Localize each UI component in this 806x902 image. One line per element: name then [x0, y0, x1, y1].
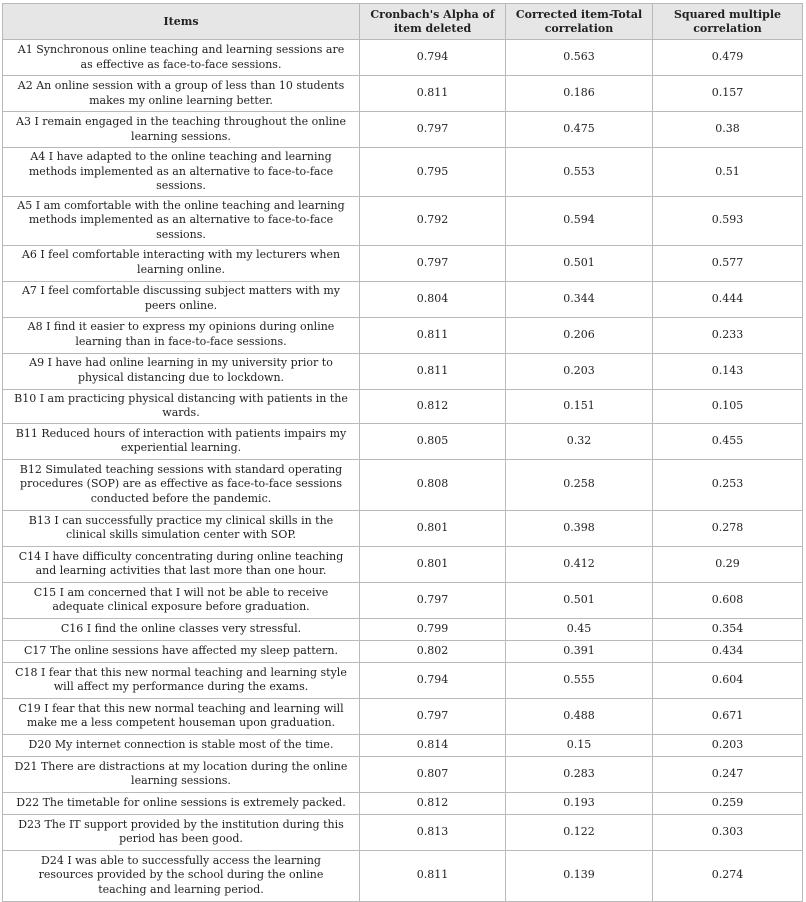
table-row [3, 546, 803, 582]
item-cell: D23 The IT support provided by the institution during this period has been good. [3, 814, 360, 850]
corrected-cell: 0.15 [506, 734, 653, 756]
item-cell: C18 I fear that this new normal teaching and learning style will affect my performance during the exams. [3, 662, 360, 698]
table-row [3, 734, 803, 756]
item-cell: B11 Reduced hours of interaction with patients impairs my experiential learning. [3, 423, 360, 459]
squared-cell: 0.604 [653, 662, 803, 698]
corrected-cell: 0.206 [506, 317, 653, 353]
corrected-cell: 0.193 [506, 792, 653, 814]
alpha-cell: 0.813 [360, 814, 506, 850]
corrected-cell: 0.412 [506, 546, 653, 582]
item-cell: A1 Synchronous online teaching and learning sessions are as effective as face-to-face sessions. [3, 40, 360, 76]
corrected-cell: 0.501 [506, 245, 653, 281]
squared-cell: 0.278 [653, 510, 803, 546]
table-row [3, 389, 803, 423]
squared-cell: 0.38 [653, 112, 803, 148]
table-row [3, 618, 803, 640]
squared-cell: 0.303 [653, 814, 803, 850]
item-cell: A8 I find it easier to express my opinions during online learning than in face-to-face sessions. [3, 317, 360, 353]
corrected-cell: 0.139 [506, 850, 653, 901]
table-row [3, 40, 803, 76]
corrected-cell: 0.344 [506, 281, 653, 317]
squared-cell: 0.29 [653, 546, 803, 582]
alpha-cell: 0.811 [360, 850, 506, 901]
alpha-cell: 0.797 [360, 582, 506, 618]
corrected-cell: 0.45 [506, 618, 653, 640]
alpha-cell: 0.794 [360, 662, 506, 698]
corrected-cell: 0.283 [506, 756, 653, 792]
table-row [3, 850, 803, 901]
squared-cell: 0.455 [653, 423, 803, 459]
table-row [3, 792, 803, 814]
item-cell: A5 I am comfortable with the online teaching and learning methods implemented as an alternative to face-to-face sessions. [3, 196, 360, 245]
corrected-cell: 0.398 [506, 510, 653, 546]
squared-cell: 0.444 [653, 281, 803, 317]
corrected-cell: 0.488 [506, 698, 653, 734]
squared-cell: 0.593 [653, 196, 803, 245]
corrected-cell: 0.553 [506, 148, 653, 197]
alpha-cell: 0.811 [360, 317, 506, 353]
item-cell: A9 I have had online learning in my university prior to physical distancing due to lockdown. [3, 353, 360, 389]
item-cell: C17 The online sessions have affected my sleep pattern. [3, 640, 360, 662]
squared-cell: 0.479 [653, 40, 803, 76]
alpha-cell: 0.805 [360, 423, 506, 459]
item-cell: C16 I find the online classes very stressful. [3, 618, 360, 640]
corrected-cell: 0.594 [506, 196, 653, 245]
header-corrected: Corrected item-Total correlation [506, 4, 653, 40]
table-row [3, 112, 803, 148]
table-row [3, 756, 803, 792]
squared-cell: 0.274 [653, 850, 803, 901]
table-row [3, 662, 803, 698]
item-cell: B13 I can successfully practice my clinical skills in the clinical skills simulation center with SOP. [3, 510, 360, 546]
item-cell: A4 I have adapted to the online teaching and learning methods implemented as an alternative to face-to-face sessions. [3, 148, 360, 197]
corrected-cell: 0.186 [506, 76, 653, 112]
alpha-cell: 0.801 [360, 546, 506, 582]
squared-cell: 0.434 [653, 640, 803, 662]
corrected-cell: 0.563 [506, 40, 653, 76]
table-row [3, 582, 803, 618]
squared-cell: 0.157 [653, 76, 803, 112]
header-alpha: Cronbach's Alpha of item deleted [360, 4, 506, 40]
corrected-cell: 0.122 [506, 814, 653, 850]
item-cell: C15 I am concerned that I will not be able to receive adequate clinical exposure before graduation. [3, 582, 360, 618]
corrected-cell: 0.203 [506, 353, 653, 389]
squared-cell: 0.105 [653, 389, 803, 423]
item-cell: A6 I feel comfortable interacting with my lecturers when learning online. [3, 245, 360, 281]
item-cell: B12 Simulated teaching sessions with standard operating procedures (SOP) are as effective as face-to-face sessions conducted before the pandemic. [3, 459, 360, 510]
squared-cell: 0.608 [653, 582, 803, 618]
alpha-cell: 0.812 [360, 389, 506, 423]
alpha-cell: 0.807 [360, 756, 506, 792]
item-cell: D24 I was able to successfully access the learning resources provided by the school during the online teaching and learning period. [3, 850, 360, 901]
table-row [3, 148, 803, 197]
alpha-cell: 0.804 [360, 281, 506, 317]
alpha-cell: 0.808 [360, 459, 506, 510]
alpha-cell: 0.797 [360, 245, 506, 281]
header-items: Items [3, 4, 360, 40]
item-cell: C14 I have difficulty concentrating during online teaching and learning activities that last more than one hour. [3, 546, 360, 582]
item-cell: C19 I fear that this new normal teaching and learning will make me a less competent houseman upon graduation. [3, 698, 360, 734]
table-row [3, 281, 803, 317]
corrected-cell: 0.32 [506, 423, 653, 459]
header-row [3, 4, 803, 40]
alpha-cell: 0.814 [360, 734, 506, 756]
item-cell: B10 I am practicing physical distancing with patients in the wards. [3, 389, 360, 423]
item-cell: D20 My internet connection is stable most of the time. [3, 734, 360, 756]
alpha-cell: 0.799 [360, 618, 506, 640]
table-row [3, 245, 803, 281]
squared-cell: 0.354 [653, 618, 803, 640]
table-row [3, 76, 803, 112]
item-cell: A7 I feel comfortable discussing subject matters with my peers online. [3, 281, 360, 317]
alpha-cell: 0.812 [360, 792, 506, 814]
alpha-cell: 0.794 [360, 40, 506, 76]
corrected-cell: 0.151 [506, 389, 653, 423]
table-row [3, 196, 803, 245]
table-row [3, 640, 803, 662]
squared-cell: 0.233 [653, 317, 803, 353]
corrected-cell: 0.475 [506, 112, 653, 148]
corrected-cell: 0.258 [506, 459, 653, 510]
item-cell: A3 I remain engaged in the teaching throughout the online learning sessions. [3, 112, 360, 148]
alpha-cell: 0.797 [360, 112, 506, 148]
alpha-cell: 0.797 [360, 698, 506, 734]
table-row [3, 423, 803, 459]
squared-cell: 0.143 [653, 353, 803, 389]
alpha-cell: 0.801 [360, 510, 506, 546]
squared-cell: 0.247 [653, 756, 803, 792]
item-cell: D21 There are distractions at my location during the online learning sessions. [3, 756, 360, 792]
alpha-cell: 0.792 [360, 196, 506, 245]
squared-cell: 0.203 [653, 734, 803, 756]
table-row [3, 814, 803, 850]
table-row [3, 353, 803, 389]
header-squared: Squared multiple correlation [653, 4, 803, 40]
item-cell: D22 The timetable for online sessions is extremely packed. [3, 792, 360, 814]
squared-cell: 0.577 [653, 245, 803, 281]
corrected-cell: 0.555 [506, 662, 653, 698]
reliability-table [2, 3, 803, 902]
table-row [3, 459, 803, 510]
alpha-cell: 0.795 [360, 148, 506, 197]
squared-cell: 0.51 [653, 148, 803, 197]
squared-cell: 0.671 [653, 698, 803, 734]
squared-cell: 0.253 [653, 459, 803, 510]
item-cell: A2 An online session with a group of less than 10 students makes my online learning better. [3, 76, 360, 112]
corrected-cell: 0.391 [506, 640, 653, 662]
table-row [3, 698, 803, 734]
alpha-cell: 0.811 [360, 76, 506, 112]
alpha-cell: 0.802 [360, 640, 506, 662]
corrected-cell: 0.501 [506, 582, 653, 618]
table-row [3, 510, 803, 546]
squared-cell: 0.259 [653, 792, 803, 814]
table-row [3, 317, 803, 353]
alpha-cell: 0.811 [360, 353, 506, 389]
